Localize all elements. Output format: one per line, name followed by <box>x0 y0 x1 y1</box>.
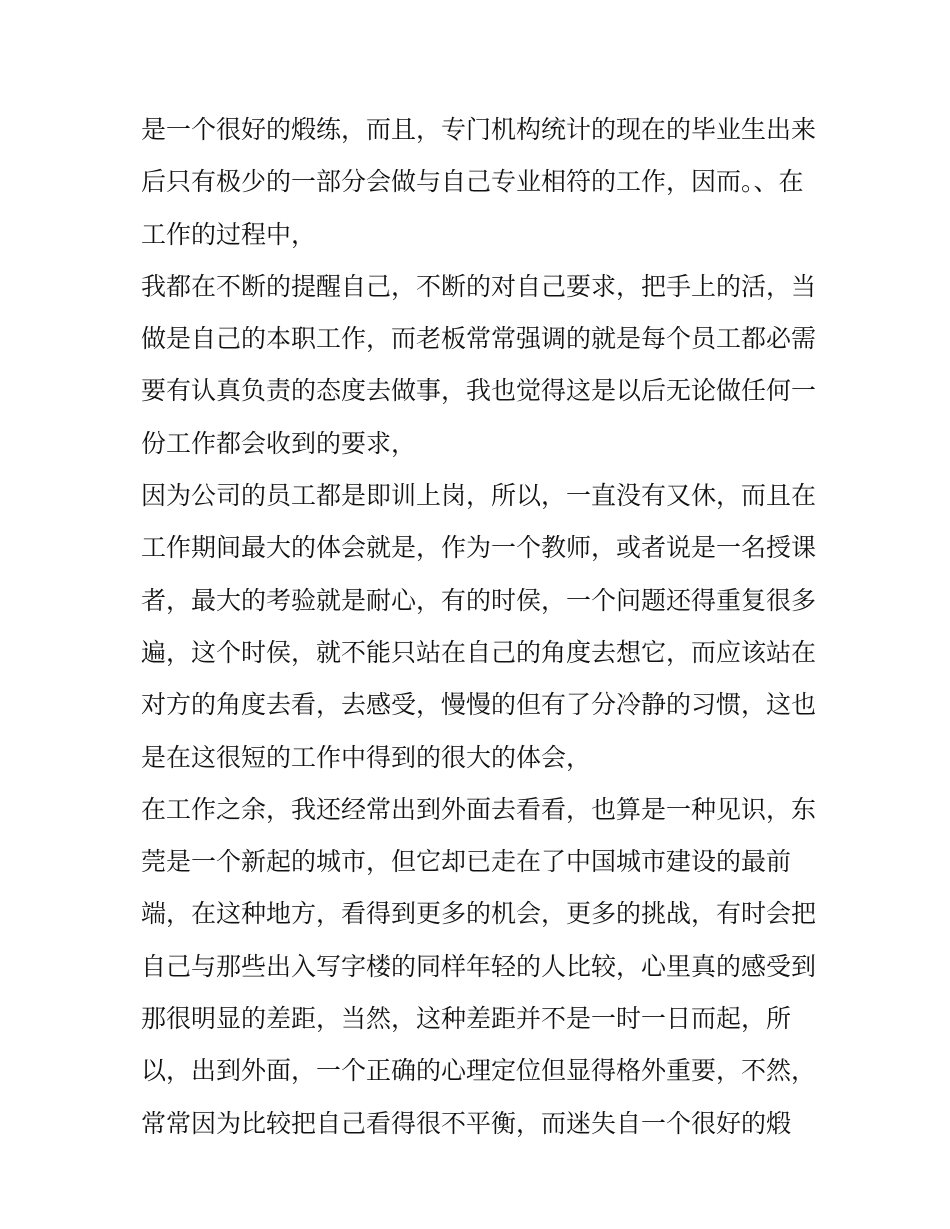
body-text <box>141 104 821 1150</box>
text-line: 端，在这种地方，看得到更多的机会，更多的挑战，有时会把 <box>141 899 817 929</box>
text-line: 因为公司的员工都是即训上岗，所以，一直没有又休，而且在 <box>141 481 817 511</box>
text-line: 那很明显的差距，当然，这种差距并不是一时一日而起，所 <box>141 1004 792 1034</box>
text-line: 后只有极少的一部分会做与自己专业相符的工作，因而。、在 <box>141 167 804 197</box>
text-line: 工作的过程中， <box>141 219 317 249</box>
text-line: 我都在不断的提醒自己，不断的对自己要求，把手上的活，当 <box>141 271 817 301</box>
text-line: 莞是一个新起的城市，但它却已走在了中国城市建设的最前 <box>141 847 792 877</box>
text-line: 常常因为比较把自己看得很不平衡，而迷失自一个很好的煅 <box>141 1108 792 1138</box>
text-line: 在工作之余，我还经常出到外面去看看，也算是一种见识，东 <box>141 794 817 824</box>
text-line: 对方的角度去看，去感受，慢慢的但有了分冷静的习惯，这也 <box>141 690 817 720</box>
text-line: 是在这很短的工作中得到的很大的体会， <box>141 742 592 772</box>
text-line: 自己与那些出入写字楼的同样年轻的人比较，心里真的感受到 <box>141 951 817 981</box>
text-line: 遍，这个时侯，就不能只站在自己的角度去想它，而应该站在 <box>141 637 817 667</box>
text-line: 以，出到外面，一个正确的心理定位但显得格外重要，不然， <box>141 1056 817 1086</box>
text-line: 是一个很好的煅练，而且，专门机构统计的现在的毕业生出来 <box>141 115 817 144</box>
text-line: 者，最大的考验就是耐心，有的时侯，一个问题还得重复很多 <box>141 585 817 615</box>
text-line: 做是自己的本职工作，而老板常常强调的就是每个员工都必需 <box>141 324 817 354</box>
text-line: 工作期间最大的体会就是，作为一个教师，或者说是一名授课 <box>141 533 817 563</box>
text-line: 份工作都会收到的要求， <box>141 428 417 458</box>
text-line: 要有认真负责的态度去做事，我也觉得这是以后无论做任何一 <box>141 376 817 406</box>
